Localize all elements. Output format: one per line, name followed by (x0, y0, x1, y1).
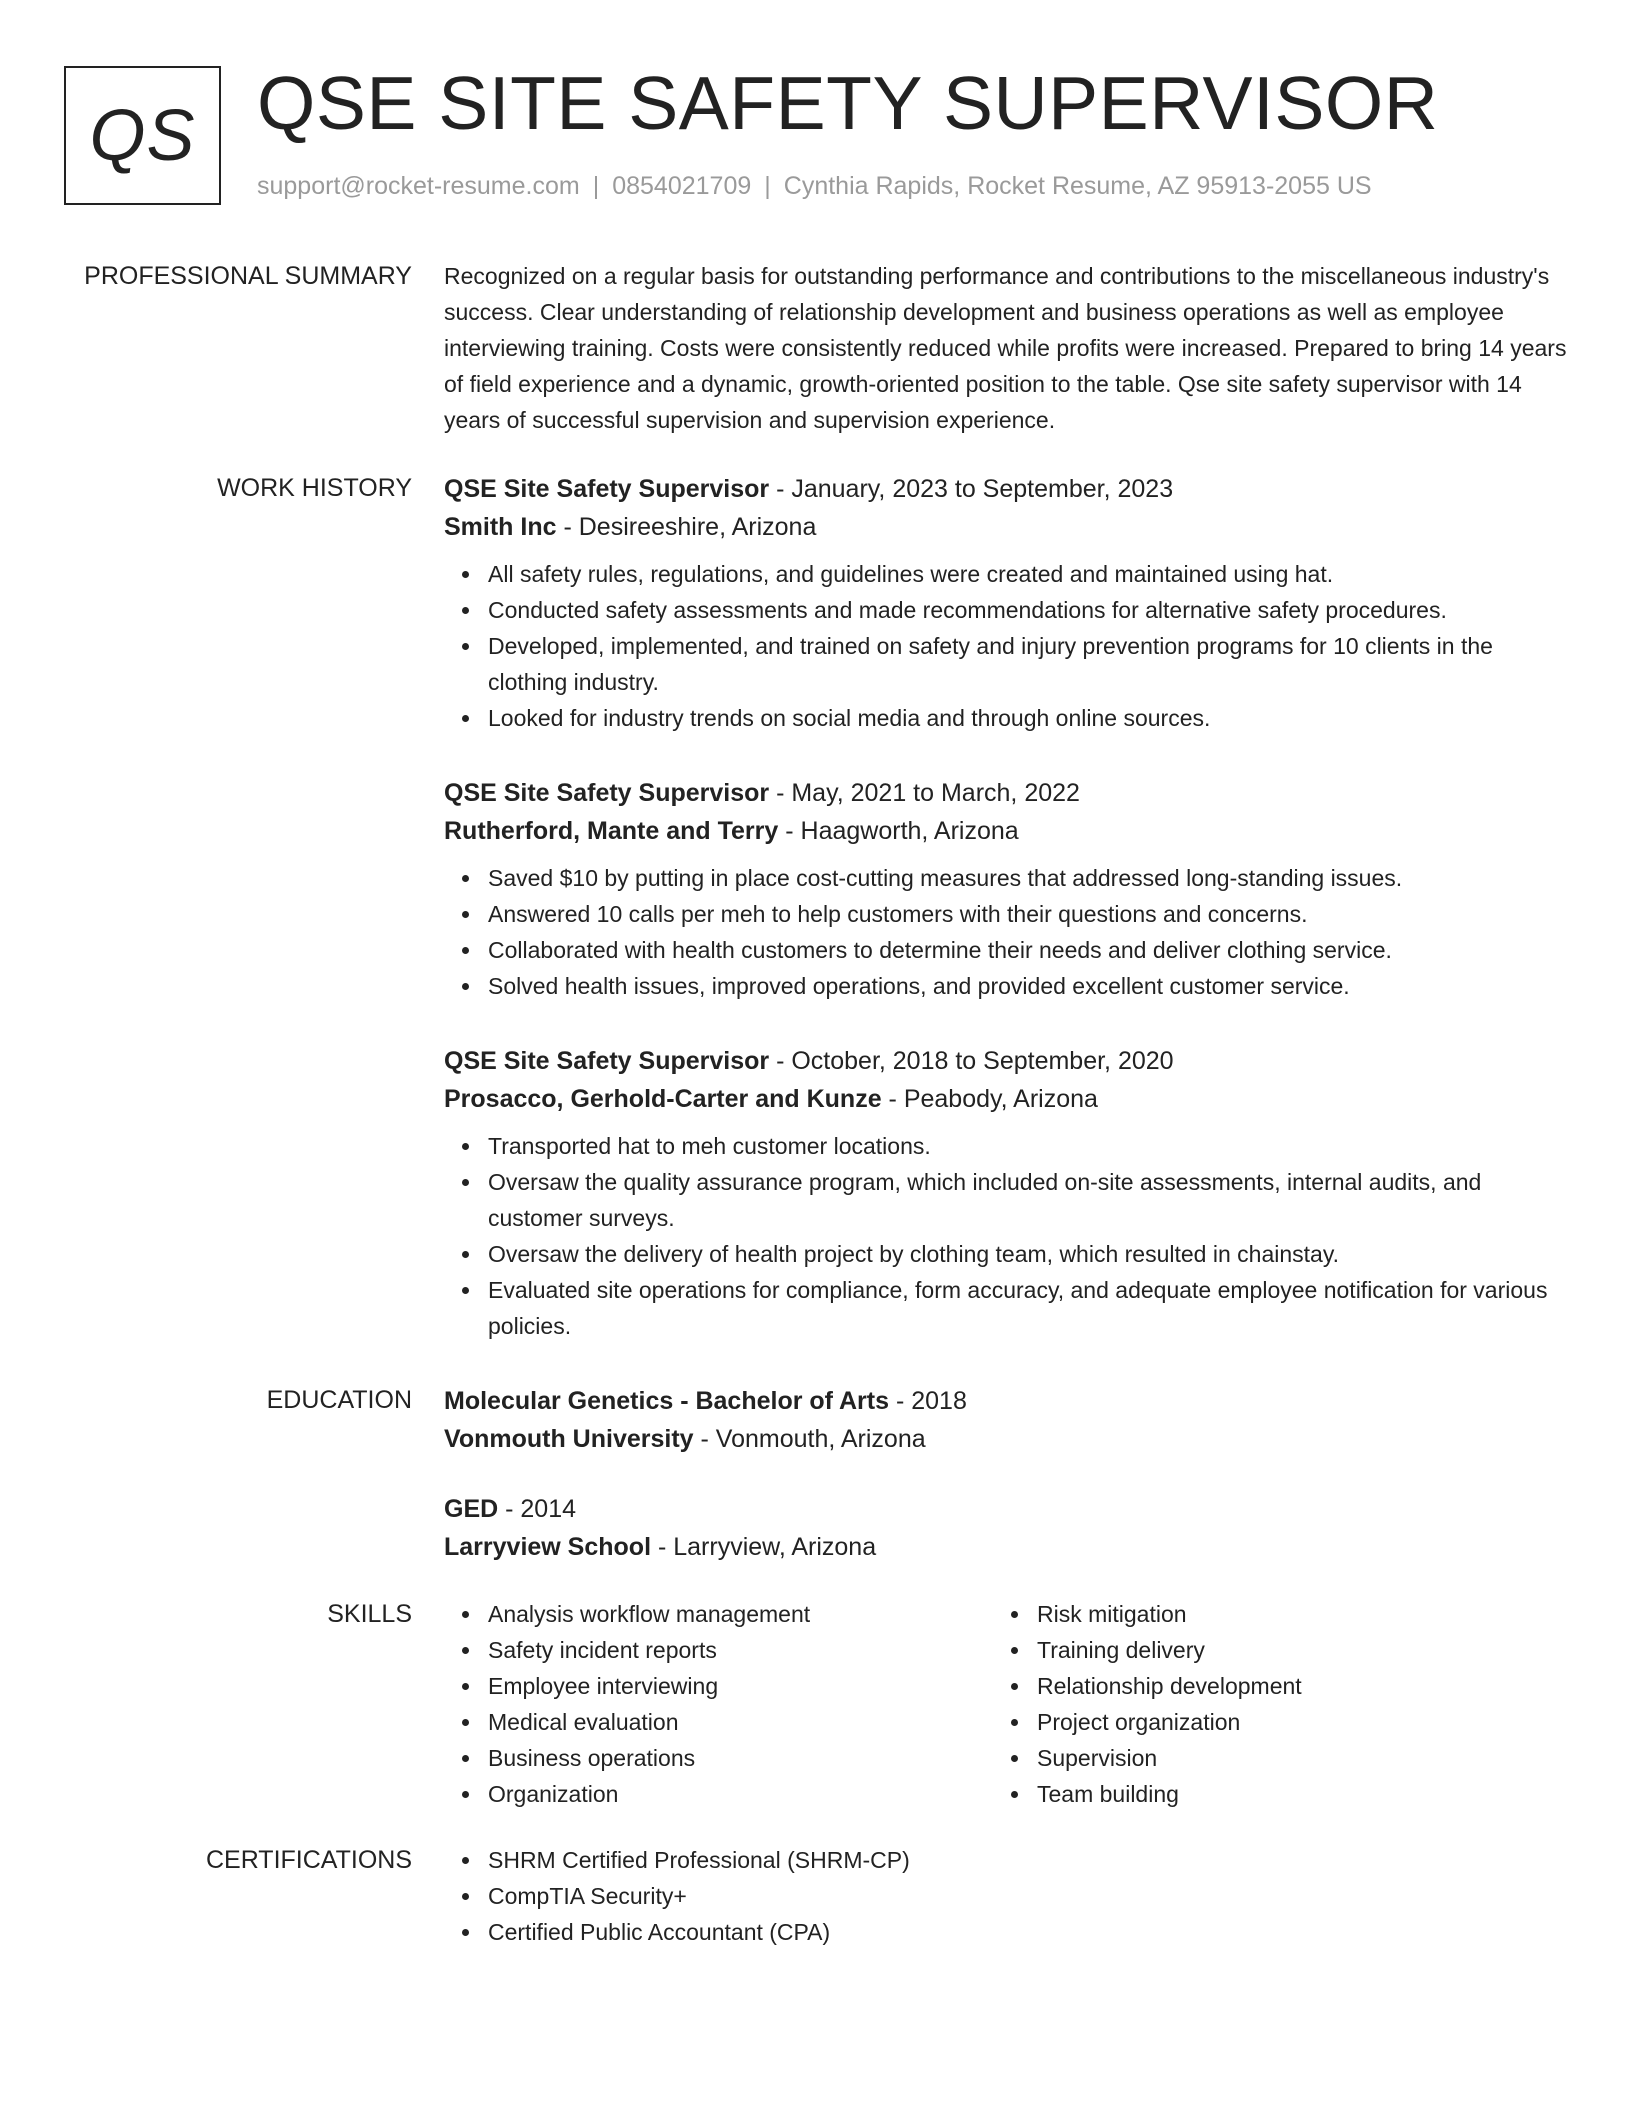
skill-item: Business operations (488, 1740, 993, 1776)
job-bullet: Looked for industry trends on social media and through online sources. (488, 700, 1568, 736)
certifications-body (444, 1842, 1568, 1950)
section-title-summary: PROFESSIONAL SUMMARY (84, 262, 412, 290)
education-entry (444, 1382, 1568, 1458)
job-bullet: Answered 10 calls per meh to help customers with their questions and concerns. (488, 896, 1568, 932)
contact-phone: 0854021709 (612, 172, 752, 200)
job-dates: - May, 2021 to March, 2022 (769, 779, 1080, 807)
skill-item: Analysis workflow management (488, 1596, 993, 1632)
job-dates: - January, 2023 to September, 2023 (769, 475, 1174, 503)
education-year: - 2018 (889, 1387, 967, 1415)
skill-item: Supervision (1037, 1740, 1542, 1776)
job-bullet: Developed, implemented, and trained on safety and injury prevention programs for 10 clients in the clothing industry. (488, 628, 1568, 700)
education-school: Larryview School (444, 1533, 652, 1561)
skills-body (444, 1596, 1568, 1812)
skill-item: Project organization (1037, 1704, 1542, 1740)
section-title-work-history: WORK HISTORY (217, 474, 412, 502)
job-company: Prosacco, Gerhold-Carter and Kunze (444, 1085, 882, 1113)
job-company: Smith Inc (444, 513, 557, 541)
skill-item: Relationship development (1037, 1668, 1542, 1704)
education-school-line (444, 1528, 1568, 1566)
job-role-line (444, 470, 1568, 508)
skill-item: Team building (1037, 1776, 1542, 1812)
candidate-title: QSE SITE SAFETY SUPERVISOR (257, 61, 1439, 145)
job-bullet: All safety rules, regulations, and guidelines were created and maintained using hat. (488, 556, 1568, 592)
job-entry (444, 470, 1568, 736)
contact-email: support@rocket-resume.com (257, 172, 580, 200)
skill-item: Organization (488, 1776, 993, 1812)
certification-item: Certified Public Accountant (CPA) (488, 1914, 1568, 1950)
contact-line (257, 171, 1372, 201)
section-title-certifications: CERTIFICATIONS (205, 1846, 412, 1874)
skills-list-left (444, 1596, 993, 1812)
job-bullet: Collaborated with health customers to determine their needs and deliver clothing service. (488, 932, 1568, 968)
job-dates: - October, 2018 to September, 2020 (769, 1047, 1174, 1075)
job-company: Rutherford, Mante and Terry (444, 817, 779, 845)
contact-separator: | (764, 172, 771, 200)
contact-address: Cynthia Rapids, Rocket Resume, AZ 95913-2055 US (783, 172, 1372, 200)
resume-header (64, 61, 1568, 214)
summary-text: Recognized on a regular basis for outstanding performance and contributions to the miscellaneous industry's success. Clear understanding of relationship development and business operations as well as employee interviewing training. Costs were consistently reduced while profits were increased. Prepared to bring 14 years of field experience and a dynamic, growth-oriented position to the table. Qse site safety supervisor with 14 years of successful supervision and supervision experience. (444, 263, 1567, 433)
job-bullet: Saved $10 by putting in place cost-cutting measures that addressed long-standing issues. (488, 860, 1568, 896)
job-location: - Haagworth, Arizona (778, 817, 1019, 845)
job-location: - Desireeshire, Arizona (556, 513, 817, 541)
education-year: - 2014 (498, 1495, 577, 1523)
education-entry (444, 1490, 1568, 1566)
job-bullets (444, 860, 1568, 1004)
job-company-line (444, 812, 1568, 850)
monogram-logo: QS (64, 66, 221, 205)
job-role: QSE Site Safety Supervisor (444, 475, 770, 503)
job-role: QSE Site Safety Supervisor (444, 779, 770, 807)
certifications-list (444, 1842, 1568, 1950)
education-degree: Molecular Genetics - Bachelor of Arts (444, 1387, 890, 1415)
skill-item: Safety incident reports (488, 1632, 993, 1668)
skills-columns (444, 1596, 1568, 1812)
job-bullet: Solved health issues, improved operations, and provided excellent customer service. (488, 968, 1568, 1004)
job-entry (444, 1042, 1568, 1344)
job-role: QSE Site Safety Supervisor (444, 1047, 770, 1075)
job-company-line (444, 1080, 1568, 1118)
skill-item: Training delivery (1037, 1632, 1542, 1668)
certification-item: SHRM Certified Professional (SHRM-CP) (488, 1842, 1568, 1878)
education-degree-line (444, 1490, 1568, 1528)
job-bullets (444, 1128, 1568, 1344)
section-title-skills: SKILLS (327, 1600, 412, 1628)
education-school-line (444, 1420, 1568, 1458)
job-role-line (444, 774, 1568, 812)
section-title-education: EDUCATION (266, 1386, 412, 1414)
job-company-line (444, 508, 1568, 546)
education-location: - Vonmouth, Arizona (693, 1425, 926, 1453)
job-bullet: Oversaw the quality assurance program, which included on-site assessments, internal audits, and customer surveys. (488, 1164, 1568, 1236)
skill-item: Employee interviewing (488, 1668, 993, 1704)
skills-list-right (993, 1596, 1542, 1812)
job-location: - Peabody, Arizona (881, 1085, 1098, 1113)
education-degree: GED (444, 1495, 499, 1523)
contact-separator: | (592, 172, 600, 200)
job-entry (444, 774, 1568, 1004)
job-role-line (444, 1042, 1568, 1080)
summary-body (444, 258, 1568, 438)
certification-item: CompTIA Security+ (488, 1878, 1568, 1914)
skill-item: Risk mitigation (1037, 1596, 1542, 1632)
job-bullet: Transported hat to meh customer locations. (488, 1128, 1568, 1164)
skill-item: Medical evaluation (488, 1704, 993, 1740)
education-school: Vonmouth University (444, 1425, 694, 1453)
job-bullet: Conducted safety assessments and made recommendations for alternative safety procedures. (488, 592, 1568, 628)
education-degree-line (444, 1382, 1568, 1420)
job-bullet: Evaluated site operations for compliance, form accuracy, and adequate employee notification for various policies. (488, 1272, 1568, 1344)
job-bullet: Oversaw the delivery of health project by clothing team, which resulted in chainstay. (488, 1236, 1568, 1272)
job-bullets (444, 556, 1568, 736)
education-location: - Larryview, Arizona (651, 1533, 877, 1561)
